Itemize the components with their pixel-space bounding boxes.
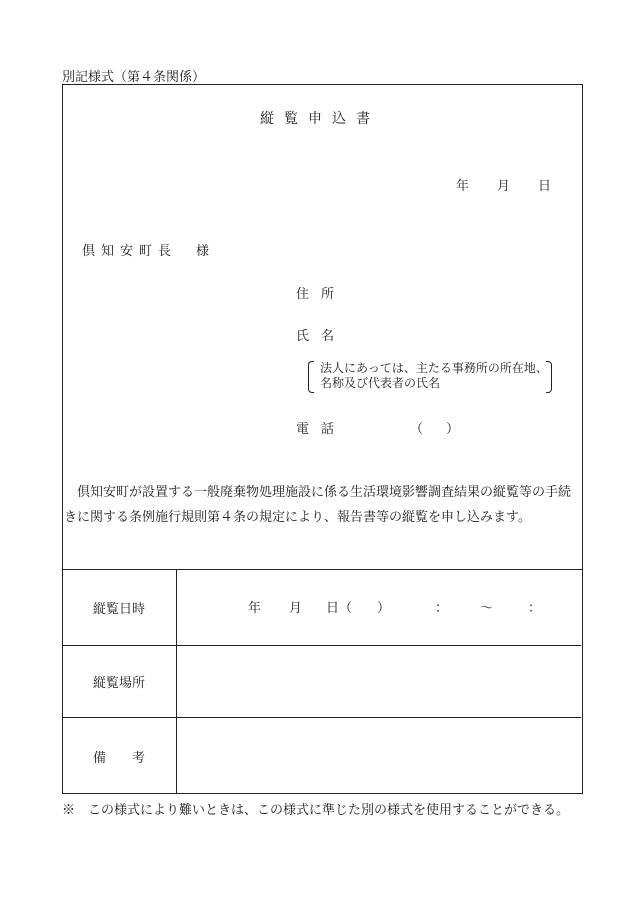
table-row: [62, 570, 581, 646]
table-row: [62, 718, 581, 794]
dt-month: 月: [289, 601, 303, 616]
remarks-value: [176, 718, 581, 794]
left-bracket: [308, 361, 314, 393]
inspection-place-label: 縦覧場所: [62, 646, 177, 717]
corporate-note: [308, 361, 548, 393]
date-month-label: 月: [497, 179, 511, 194]
address-label: 住所: [296, 287, 347, 302]
dt-day: 日（: [326, 601, 353, 616]
date-day-label: 日: [538, 179, 552, 194]
phone-label: 電話: [296, 422, 347, 437]
footnote: ※ この様式により難いときは、この様式に準じた別の様式を使用することができる。: [62, 803, 570, 818]
dt-year: 年: [248, 601, 262, 616]
phone-paren-open: （: [410, 422, 424, 437]
phone-paren-close: ）: [446, 422, 460, 437]
remarks-label: 備 考: [62, 718, 177, 794]
application-statement: [62, 480, 583, 530]
corporate-note-line2: 名称及び代表者の氏名: [320, 376, 441, 390]
inspection-datetime-value: [176, 570, 581, 645]
dt-colon-end: ：: [528, 601, 542, 616]
inspection-place-value: [176, 646, 581, 717]
inspection-datetime-label: 縦覧日時: [62, 570, 177, 645]
inspection-table: [62, 569, 583, 794]
dt-tilde: ～: [480, 601, 494, 616]
dt-colon-start: ：: [435, 601, 449, 616]
table-row: [62, 646, 581, 718]
form-title: 縦覧申込書: [260, 111, 380, 127]
dt-weekday-close: ）: [377, 601, 391, 616]
right-bracket: [546, 361, 552, 393]
corporate-note-line1: 法人にあっては、主たる事務所の所在地、: [320, 361, 548, 375]
name-label: 氏名: [296, 329, 347, 344]
addressee: 倶知安町長 様: [82, 244, 216, 259]
statement-text: 倶知安町が設置する一般廃棄物処理施設に係る生活環境影響調査結果の縦覧等の手続きに関する条例施行規則第４条の規定により、報告書等の縦覧を申し込みます。: [64, 485, 572, 525]
form-number-note: 別記様式（第４条関係）: [62, 70, 206, 85]
date-year-label: 年: [456, 179, 470, 194]
